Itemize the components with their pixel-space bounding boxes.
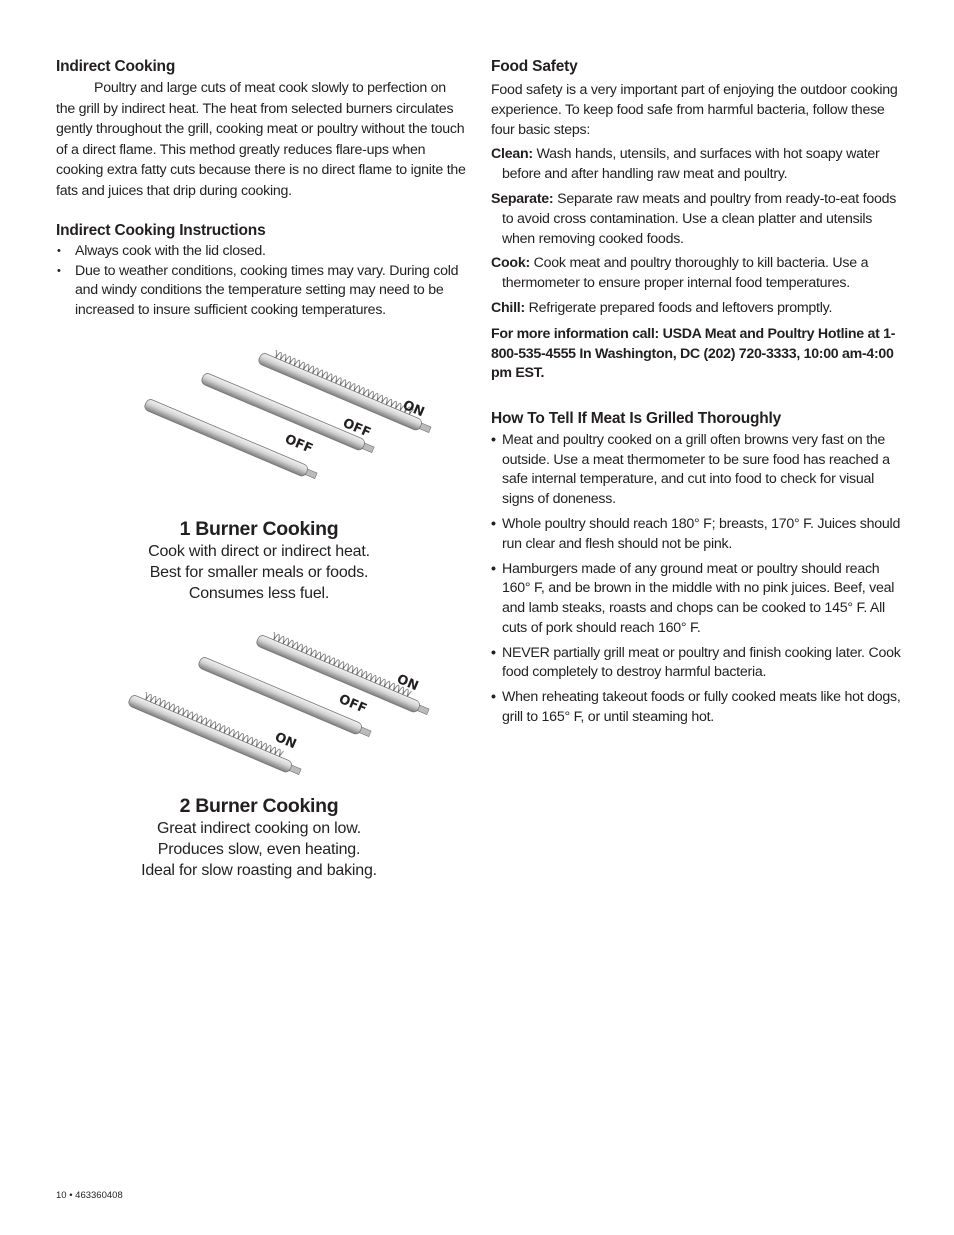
meat-doneness-list	[491, 431, 901, 727]
caption-line: Produces slow, even heating.	[157, 841, 361, 858]
step-text: Separate raw meats and poultry from ready-to-eat foods to avoid cross contamination. Use a clean platter and utensils when removing cooked foods.	[502, 190, 897, 247]
step-text: Refrigerate prepared foods and leftovers promptly.	[524, 299, 833, 316]
burner-label: OFF	[340, 415, 373, 441]
caption-line: Cook with direct or indirect heat.	[148, 543, 370, 560]
list-item: • Due to weather conditions, cooking times may vary. During cold and windy conditions the temperature setting may need to be increased to insure sufficient cooking temperatures.	[56, 262, 466, 321]
two-burner-diagram	[120, 620, 450, 775]
safety-step-separate	[491, 190, 901, 249]
step-text: Cook meat and poultry thoroughly to kill bacteria. Use a thermometer to ensure proper internal food temperatures.	[502, 255, 869, 292]
caption-line: Consumes less fuel.	[188, 585, 330, 602]
indirect-cooking-body: Poultry and large cuts of meat cook slowly to perfection on the grill by indirect heat. The heat from selected burners circulates gently throughout the grill, cooking meat or poultry without the touch of a direct flame. This method greatly reduces flare-ups when cooking extra fatty cuts because there is no direct flame to ignite the fats and juices that drip during cooking.	[56, 80, 466, 199]
burner-label: ON	[272, 729, 299, 753]
food-safety-heading: Food Safety	[491, 58, 578, 75]
caption-line: Best for smaller meals or foods.	[149, 564, 369, 581]
indirect-cooking-heading: Indirect Cooking	[56, 58, 176, 75]
one-burner-title: 1 Burner Cooking	[179, 518, 339, 540]
instructions-heading: Indirect Cooking Instructions	[56, 222, 266, 239]
list-item: • Meat and poultry cooked on a grill often browns very fast on the outside. Use a meat thermometer to be sure food has reached a safe internal temperature, and cut into food to check for visual signs of doneness.	[491, 431, 901, 509]
burner-label: ON	[394, 671, 421, 695]
left-column	[56, 57, 466, 320]
list-item: • NEVER partially grill meat or poultry and finish cooking later. Cook food completely to destroy harmful bacteria.	[491, 644, 901, 683]
instructions-list	[56, 242, 466, 320]
burner-illustration-1	[120, 340, 450, 480]
step-text: Wash hands, utensils, and surfaces with hot soapy water before and after handling raw meat and poultry.	[502, 146, 880, 183]
burner-label: OFF	[282, 431, 315, 457]
hotline-info: For more information call: USDA Meat and Poultry Hotline at 1-800-535-4555 In Washington, DC (202) 720-3333, 10:00 am-4:00 pm EST.	[491, 325, 896, 382]
right-column	[491, 57, 901, 733]
safety-step-chill	[491, 299, 901, 319]
safety-step-clean	[491, 145, 901, 185]
caption-line: Great indirect cooking on low.	[157, 820, 361, 837]
two-burner-title: 2 Burner Cooking	[179, 795, 339, 817]
list-item: • Always cook with the lid closed.	[56, 242, 466, 262]
step-term: Separate:	[491, 190, 554, 207]
food-safety-intro: Food safety is a very important part of enjoying the outdoor cooking experience. To keep food safe from harmful bacteria, follow these four basic steps:	[491, 82, 898, 138]
step-term: Cook:	[491, 255, 530, 272]
burner-illustration-2	[120, 620, 450, 775]
page-footer: 10 • 463360408	[56, 1190, 123, 1201]
list-item: • Hamburgers made of any ground meat or poultry should reach 160° F, and be brown in the middle with no pink juices. Beef, veal and lamb steaks, roasts and chops can be cooked to 145° F. All cuts of pork should reach 160° F.	[491, 560, 901, 638]
list-item: • Whole poultry should reach 180° F; breasts, 170° F. Juices should run clear and flesh should not be pink.	[491, 515, 901, 554]
two-burner-caption	[56, 794, 462, 881]
step-term: Chill:	[491, 299, 525, 316]
one-burner-diagram	[120, 340, 450, 480]
list-item: • When reheating takeout foods or fully cooked meats like hot dogs, grill to 165° F, or until steaming hot.	[491, 688, 901, 727]
caption-line: Ideal for slow roasting and baking.	[141, 862, 377, 879]
burner-label: ON	[400, 397, 427, 421]
safety-step-cook	[491, 254, 901, 294]
one-burner-caption	[56, 517, 462, 604]
burner-label: OFF	[336, 691, 369, 717]
step-term: Clean:	[491, 146, 533, 163]
meat-doneness-heading: How To Tell If Meat Is Grilled Thoroughly	[491, 410, 782, 428]
